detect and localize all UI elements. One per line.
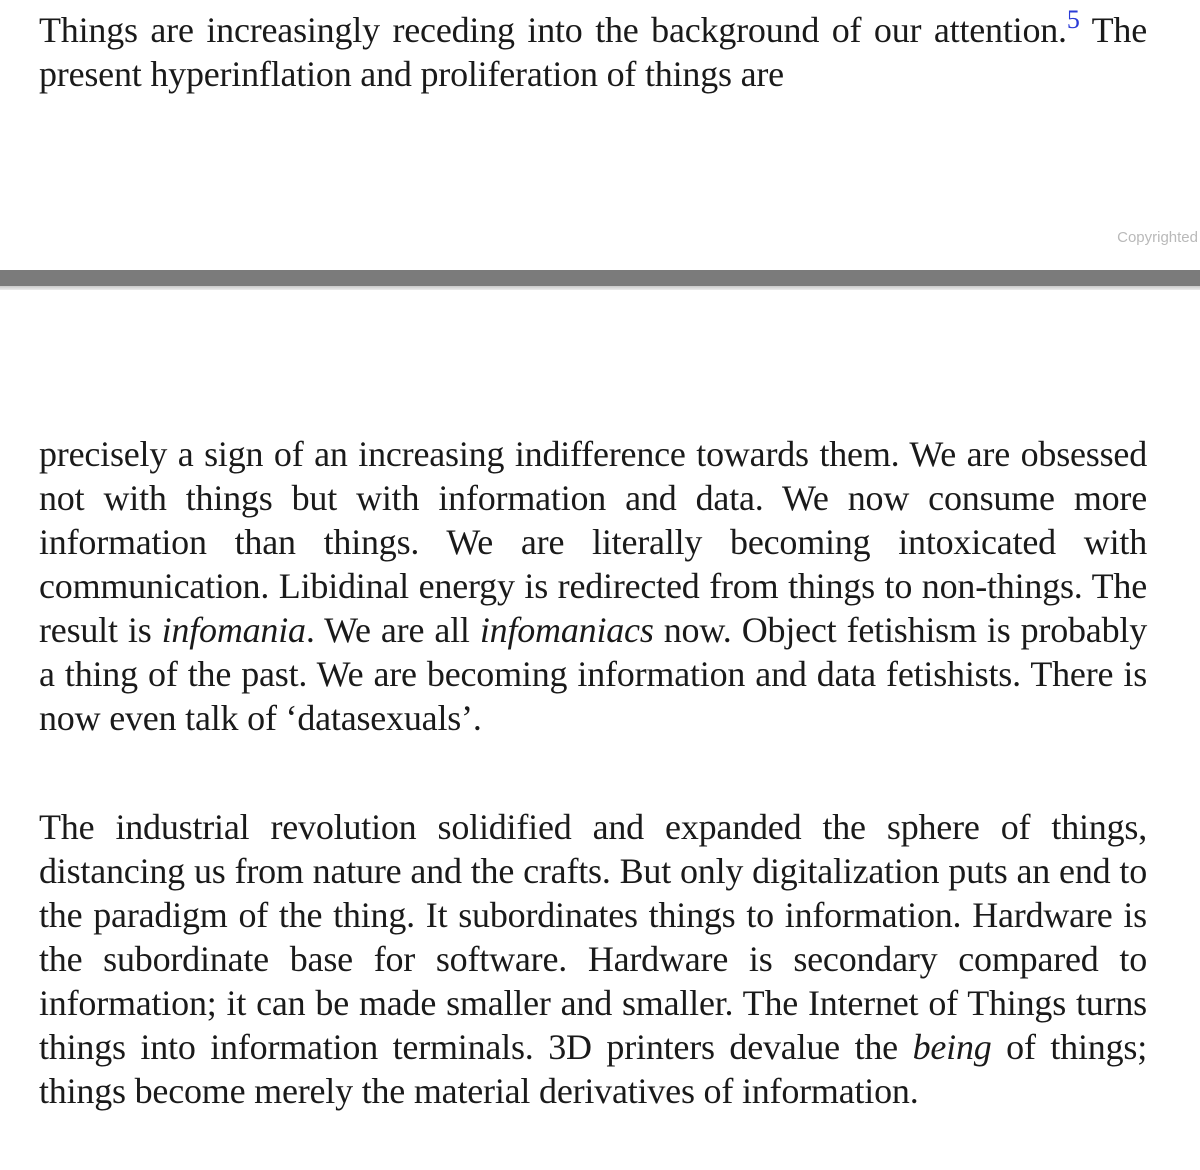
page-top-text <box>39 5 1147 96</box>
page-break-divider <box>0 270 1200 290</box>
page-top <box>0 0 1200 270</box>
paragraph-1-seg-1: precisely a sign of an increasing indifference towards them. We are obsessed not with things but with information and data. We now consume more information than things. We are literally becoming intoxicated with communication. Libidinal energy is redirected from things to non-things. The result is <box>39 434 1147 650</box>
paragraph-1 <box>39 432 1147 740</box>
footnote-reference[interactable]: 5 <box>1066 5 1080 34</box>
page-top-text-after-ref: The present hyperinflation and proliferation of things are <box>39 10 1147 94</box>
page-top-text-before-ref: Things are increasingly receding into the background of our attention. <box>39 10 1067 50</box>
paragraph-2-seg-2: of things; things become merely the material derivatives of information. <box>39 1027 1148 1111</box>
paragraph-1-seg-3: now. Object fetishism is probably a thing of the past. We are becoming information and data fetishists. There is now even talk of ‘datasexuals’. <box>39 610 1147 738</box>
paragraph-2 <box>39 805 1147 1113</box>
paragraph-1-emphasis-2: infomaniacs <box>479 610 654 650</box>
paragraph-2-seg-1: The industrial revolution solidified and expanded the sphere of things, distancing us from nature and the crafts. But only digitalization puts an end to the paradigm of the thing. It subordinates things to information. Hardware is the subordinate base for software. Hardware is secondary compared to information; it can be made smaller and smaller. The Internet of Things turns things into information terminals. 3D printers devalue the <box>39 807 1147 1067</box>
paragraph-1-emphasis-1: infomania <box>161 610 306 650</box>
paragraph-1-seg-2: . We are all <box>305 610 480 650</box>
copyright-watermark: Copyrighted <box>1117 229 1198 246</box>
paragraph-2-emphasis-1: being <box>912 1027 992 1067</box>
